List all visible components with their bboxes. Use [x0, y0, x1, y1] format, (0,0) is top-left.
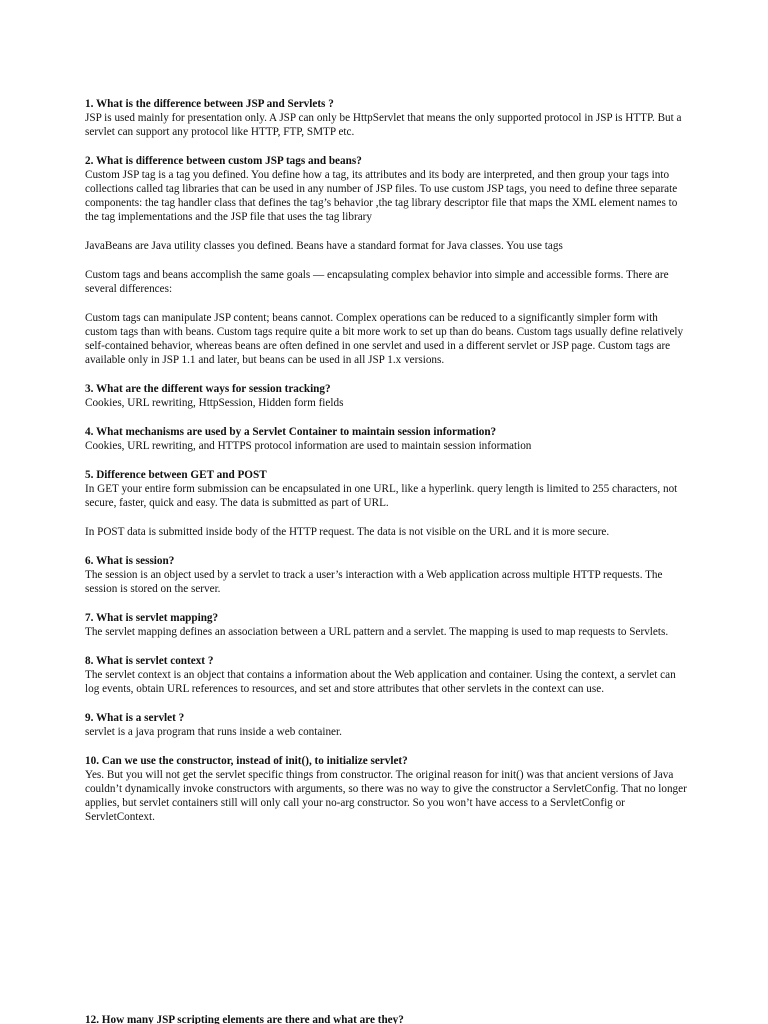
- answer-paragraph: JavaBeans are Java utility classes you defined. Beans have a standard format for Java classes. You use tags: [85, 240, 563, 252]
- qa-section-1: [85, 97, 687, 139]
- qa-section-9: [85, 711, 687, 739]
- qa-section-5: [85, 468, 687, 539]
- question-heading: 3. What are the different ways for session tracking?: [85, 383, 331, 395]
- document-body: [85, 97, 687, 839]
- qa-section-7: [85, 611, 687, 639]
- answer-paragraph: Cookies, URL rewriting, HttpSession, Hidden form fields: [85, 397, 344, 409]
- answer-paragraph: In POST data is submitted inside body of the HTTP request. The data is not visible on the URL and it is more secure.: [85, 526, 610, 538]
- question-heading: 1. What is the difference between JSP and Servlets ?: [85, 98, 334, 110]
- question-heading: 2. What is difference between custom JSP tags and beans?: [85, 155, 362, 167]
- question-heading: 8. What is servlet context ?: [85, 655, 214, 667]
- question-heading: 4. What mechanisms are used by a Servlet Container to maintain session information?: [85, 426, 497, 438]
- question-heading: 7. What is servlet mapping?: [85, 612, 219, 624]
- answer-paragraph: Custom tags can manipulate JSP content; beans cannot. Complex operations can be reduced to a significantly simpler form with custom tags than with beans. Custom tags require quite a bit more work to set up than do beans. Custom tags usually define relatively self-contained behavior, whereas beans are often defined in one servlet and used in a different servlet or JSP page. Custom tags are available only in JSP 1.1 and later, but beans can be used in all JSP 1.x versions.: [85, 312, 684, 366]
- answer-paragraph: Cookies, URL rewriting, and HTTPS protocol information are used to maintain session information: [85, 440, 532, 452]
- qa-section-3: [85, 382, 687, 410]
- answer-paragraph: JSP is used mainly for presentation only. A JSP can only be HttpServlet that means the only supported protocol in JSP is HTTP. But a servlet can support any protocol like HTTP, FTP, SMTP etc.: [85, 112, 682, 138]
- answer-paragraph: Custom tags and beans accomplish the same goals — encapsulating complex behavior into simple and accessible forms. There are several differences:: [85, 269, 669, 295]
- answer-paragraph: The servlet context is an object that contains a information about the Web application and container. Using the context, a servlet can log events, obtain URL references to resources, and set and store attributes that other servlets in the context can use.: [85, 669, 676, 695]
- answer-paragraph: The session is an object used by a servlet to track a user’s interaction with a Web application across multiple HTTP requests. The session is stored on the server.: [85, 569, 663, 595]
- answer-paragraph: In GET your entire form submission can be encapsulated in one URL, like a hyperlink. query length is limited to 255 characters, not secure, faster, quick and easy. The data is submitted as part of URL.: [85, 483, 678, 509]
- qa-section-10: [85, 754, 687, 824]
- question-heading: 6. What is session?: [85, 555, 175, 567]
- answer-paragraph: servlet is a java program that runs inside a web container.: [85, 726, 342, 738]
- answer-paragraph: Yes. But you will not get the servlet specific things from constructor. The original reason for init() was that ancient versions of Java couldn’t dynamically invoke constructors with arguments, so there was no way to give the constructor a ServletConfig. That no longer applies, but servlet containers still will only call your no-arg constructor. So you won’t have access to a ServletConfig or ServletContext.: [85, 769, 687, 823]
- question-heading: 10. Can we use the constructor, instead of init(), to initialize servlet?: [85, 755, 408, 767]
- answer-paragraph: Custom JSP tag is a tag you defined. You define how a tag, its attributes and its body are interpreted, and then group your tags into collections called tag libraries that can be used in any number of JSP files. To use custom JSP tags, you need to define three separate components: the tag handler class that defines the tag’s behavior ,the tag library descriptor file that maps the XML element names to the tag implementations and the JSP file that uses the tag library: [85, 169, 678, 223]
- qa-section-2: [85, 154, 687, 367]
- qa-section-8: [85, 654, 687, 696]
- question-heading: 5. Difference between GET and POST: [85, 469, 267, 481]
- qa-section-4: [85, 425, 687, 453]
- question-heading-trailing: 12. How many JSP scripting elements are there and what are they?: [85, 1014, 404, 1024]
- question-heading: 9. What is a servlet ?: [85, 712, 185, 724]
- qa-section-6: [85, 554, 687, 596]
- answer-paragraph: The servlet mapping defines an association between a URL pattern and a servlet. The mapping is used to map requests to Servlets.: [85, 626, 669, 638]
